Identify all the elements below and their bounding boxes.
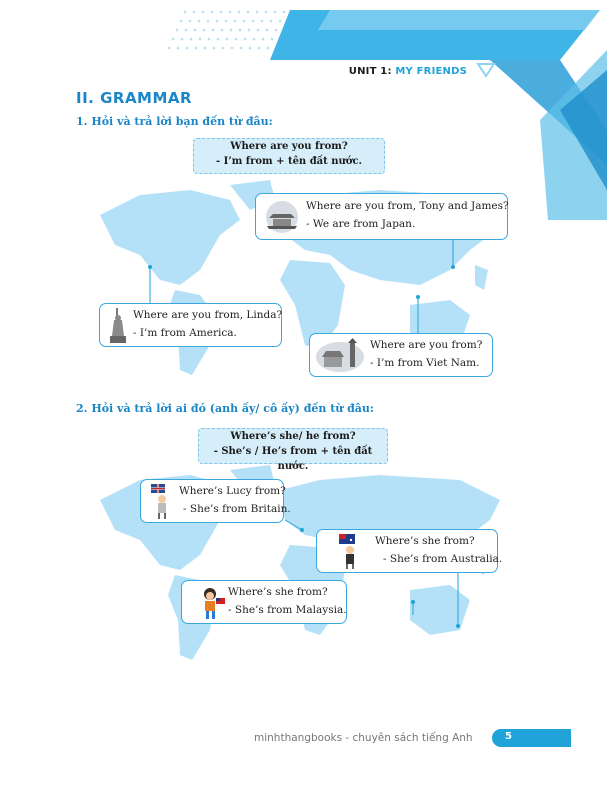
- page-number: 5: [505, 731, 512, 742]
- bubble-answer: - I’m from America.: [133, 327, 237, 339]
- formula-answer: - She’s / He’s from + tên đất nước.: [213, 446, 373, 472]
- speech-bubble-malaysia: [181, 580, 347, 624]
- speech-bubble-vietnam: [309, 333, 493, 377]
- bubble-answer: - I’m from Viet Nam.: [370, 357, 480, 369]
- bubble-question: Where are you from, Tony and James?: [306, 200, 509, 212]
- vietnam-landmark-icon: [314, 337, 366, 373]
- bubble-answer: - She’s from Malaysia.: [228, 604, 347, 616]
- japan-landmark-icon: [261, 200, 303, 234]
- unit-label: UNIT 1: MY FRIENDS: [348, 66, 467, 77]
- speech-bubble-america: [99, 303, 282, 347]
- speech-bubble-britain: [140, 479, 291, 523]
- bubble-question: Where’s she from?: [375, 535, 475, 547]
- girl-malaysia-flag-icon: [194, 583, 228, 621]
- formula-box-2: [198, 428, 388, 472]
- footer-publisher: minhthangbooks - chuyên sách tiếng Anh: [254, 732, 473, 744]
- formula-box-1: [193, 138, 385, 174]
- bubble-question: Where’s she from?: [228, 586, 328, 598]
- formula-question: Where’s she/ he from?: [230, 431, 356, 442]
- speech-bubble-japan: [255, 193, 508, 240]
- bubble-question: Where are you from, Linda?: [133, 309, 283, 321]
- page-number-badge: [492, 729, 571, 747]
- statue-of-liberty-icon: [106, 306, 130, 344]
- bubble-answer: - We are from Japan.: [306, 218, 416, 230]
- bubble-answer: - She’s from Australia.: [383, 553, 503, 565]
- girl-britain-flag-icon: [149, 482, 173, 520]
- section-title: II. GRAMMAR: [76, 89, 193, 107]
- speech-bubble-australia: [316, 529, 503, 573]
- bubble-answer: - She’s from Britain.: [183, 503, 291, 515]
- formula-question: Where are you from?: [230, 141, 348, 152]
- girl-australia-flag-icon: [337, 532, 363, 570]
- bubble-question: Where’s Lucy from?: [179, 485, 286, 497]
- part2-title: 2. Hỏi và trả lời ai đó (anh ấy/ cô ấy) đến từ đâu:: [76, 402, 374, 415]
- formula-answer: - I’m from + tên đất nước.: [215, 156, 363, 167]
- part1-title: 1. Hỏi và trả lời bạn đến từ đâu:: [76, 115, 273, 128]
- bubble-question: Where are you from?: [370, 339, 483, 351]
